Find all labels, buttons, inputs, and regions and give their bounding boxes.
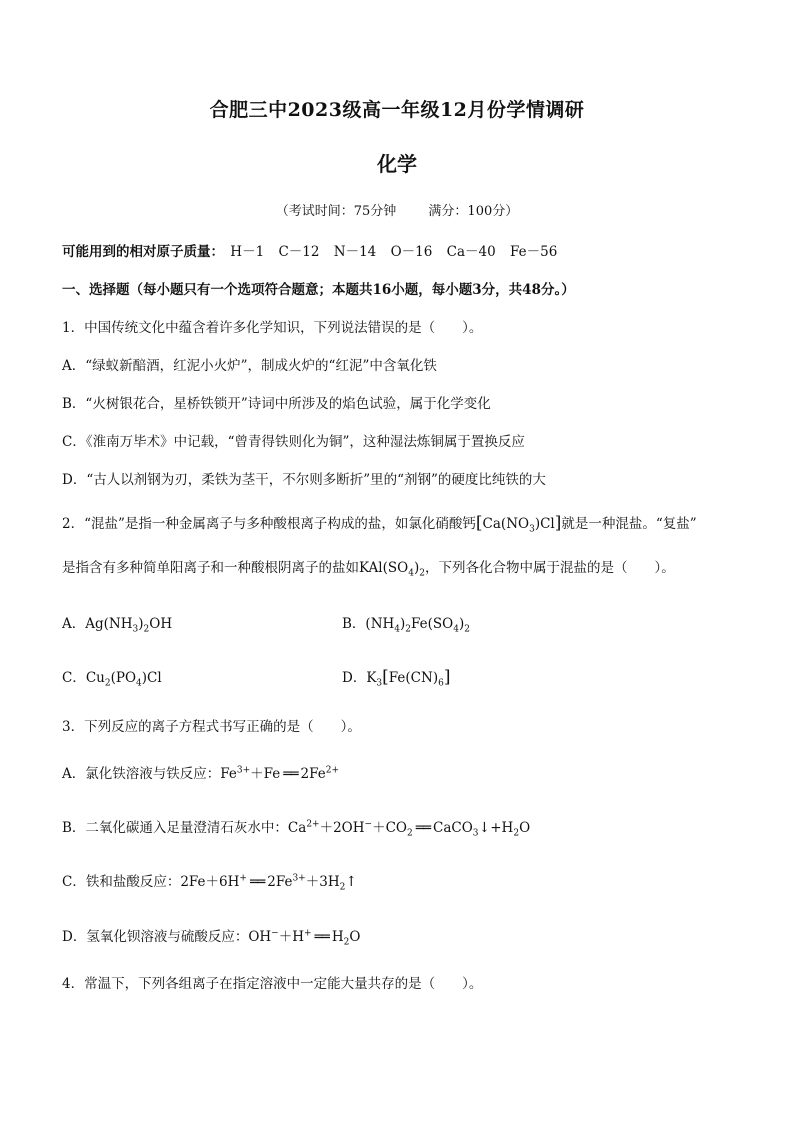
option-text: A．氯化铁溶液与铁反应： (62, 766, 221, 782)
exam-score: 满分：100分） (428, 204, 519, 219)
question-2-stem-line-1 (62, 512, 697, 533)
atomic-mass-item: Ca－40 (446, 244, 496, 260)
section-title: 一、选择题（每小题只有一个选项符合题意；本题共16小题，每小题3分，共48分。） (62, 282, 575, 298)
formula-kal-so4-2: $KAl(SO_4)_2$ (359, 560, 425, 579)
atomic-mass-item: O－16 (390, 244, 433, 260)
question-4-stem: 4．常温下，下列各组离子在指定溶液中一定能大量共存的是（ ）。 (62, 976, 483, 992)
formula-nh4-2-fe-so4-2: $(NH_4)_2Fe(SO_4)_2$ (365, 616, 470, 635)
question-1-stem: 1．中国传统文化中蕴含着许多化学知识，下列说法错误的是（ ）。 (62, 320, 483, 336)
question-3-option-a (62, 762, 339, 782)
question-3-stem: 3．下列反应的离子方程式书写正确的是（ ）。 (62, 719, 361, 735)
subject-title: 化学 (377, 152, 417, 176)
atomic-mass-item: H－1 (230, 244, 265, 260)
question-2-stem-part: 是指含有多种简单阳离子和一种酸根阴离子的盐如 (62, 560, 359, 576)
option-label: C． (62, 670, 86, 686)
question-2-option-a (62, 612, 173, 635)
exam-info (0, 200, 794, 219)
option-text: C．铁和盐酸反应： (62, 874, 181, 890)
question-2-option-c (62, 666, 162, 689)
question-3-option-c (62, 870, 358, 893)
exam-time: （考试时间：75分钟 (275, 204, 397, 219)
formula-ca-no3-cl: $[Ca(NO_3)Cl]$ (475, 513, 562, 535)
formula-ag-nh3-2-oh: $Ag(NH_3)_2OH$ (85, 616, 173, 635)
question-1-option-b: B．“火树银花合，星桥铁锁开”诗词中所涉及的焰色试验，属于化学变化 (62, 396, 491, 412)
formula-k3-fe-cn-6: $K_3[Fe(CN)_6]$ (366, 667, 451, 689)
equation-c: 2Fe＋6H+ ══ $2Fe^{3+}+3H_2↑$ (180, 873, 358, 893)
option-label: B． (342, 616, 366, 632)
question-2-stem-part: ，下列各化合物中属于混盐的是（ ）。 (424, 560, 675, 576)
question-2-stem-part: 2．“混盐”是指一种金属离子与多种酸根离子构成的盐，如氯化硝酸钙 (62, 516, 476, 532)
atomic-mass-item: Fe－56 (509, 244, 558, 260)
equation-d: OH−＋H+ ══ $H_2O$ (248, 928, 361, 948)
question-1-option-d: D．“古人以剂钢为刃，柔铁为茎干，不尔则多断折”里的“剂钢”的硬度比纯铁的大 (62, 472, 546, 488)
option-label: D． (342, 670, 367, 686)
option-text: D．氢氧化钡溶液与硫酸反应： (62, 929, 249, 945)
question-2-option-d (342, 666, 450, 687)
formula-cu2-po4-cl: $Cu_2(PO_4)Cl$ (85, 670, 162, 689)
equation-b: $Ca^{2+}+2OH^-+CO_2$ ══ $CaCO_3↓+H_2O$ (287, 819, 531, 839)
question-3-option-b (62, 816, 531, 839)
option-label: A． (62, 616, 86, 632)
option-text: B．二氧化碳通入足量澄清石灰水中： (62, 820, 288, 836)
question-1-option-c: C．《淮南万毕术》中记载，“曾青得铁则化为铜”，这种湿法炼铜属于置换反应 (62, 434, 525, 450)
equation-a: $Fe^{3+}+Fe$ ══ $2Fe^{2+}$ (220, 765, 340, 782)
exam-title: 合肥三中2023级高一年级12月份学情调研 (209, 99, 585, 121)
question-1-option-a: A．“绿蚁新醅酒，红泥小火炉”，制成火炉的“红泥”中含氧化铁 (62, 358, 437, 374)
atomic-mass-item: N－14 (333, 244, 377, 260)
question-2-stem-part: 就是一种混盐。“复盐” (561, 516, 697, 532)
question-3-option-d (62, 925, 361, 948)
atomic-masses (62, 240, 567, 260)
atomic-mass-item: C－12 (278, 244, 320, 260)
question-2-stem-line-2 (62, 556, 675, 579)
atomic-masses-label: 可能用到的相对原子质量： (62, 244, 224, 260)
question-2-option-b (342, 612, 470, 635)
